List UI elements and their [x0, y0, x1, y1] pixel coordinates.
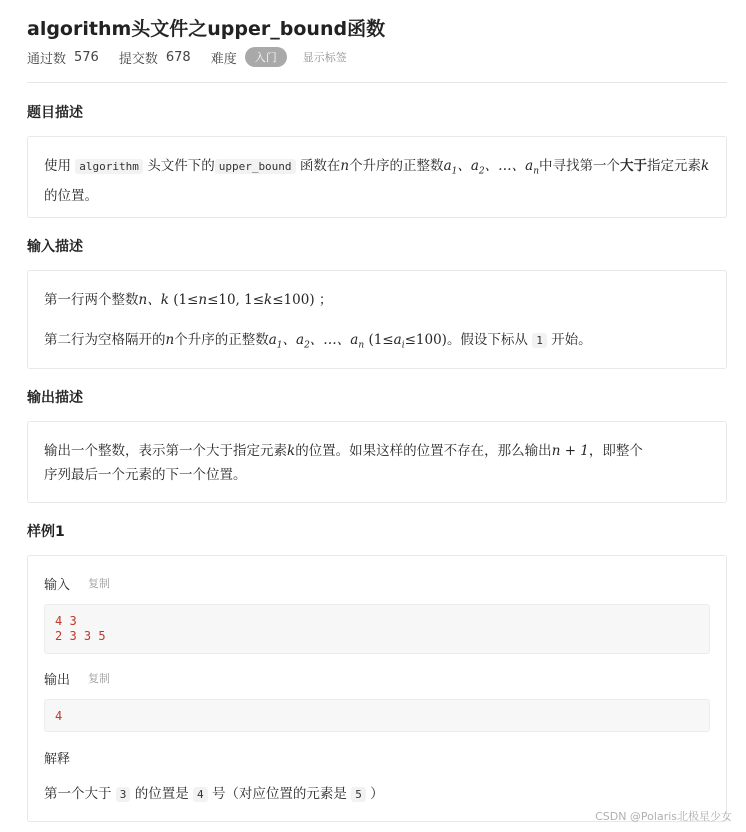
explain-text-2: 的位置是 — [134, 786, 189, 802]
explain-label: 解释 — [44, 752, 71, 767]
math-n-plus-1: n + 1 — [551, 443, 589, 459]
code-upper-bound: upper_bound — [215, 159, 296, 174]
math-range-2: $(1\le a_i\le 100)$ — [368, 332, 447, 351]
input-text-3: 个升序的正整数 — [174, 332, 269, 348]
output-text-3: ，即整个 — [588, 443, 643, 459]
problem-stats — [27, 47, 347, 67]
explain-code-4: 4 — [193, 787, 208, 802]
input-text-4: 。假设下标从 — [446, 332, 528, 348]
passed-count: 576 — [74, 49, 99, 65]
copy-output-button[interactable]: 复制 — [88, 672, 110, 685]
csdn-watermark: CSDN @Polaris北极星少女 — [595, 810, 732, 823]
output-text-2: 的位置。如果这样的位置不存在，那么输出 — [295, 443, 552, 459]
copy-input-button[interactable]: 复制 — [88, 577, 110, 590]
math-range-1: (1≤n≤10, 1≤k≤100) — [173, 292, 315, 308]
desc-text-4: 个升序的正整数 — [349, 158, 444, 174]
input-text-1: 第一行两个整数 — [44, 292, 139, 308]
description-text — [44, 154, 710, 208]
explain-text — [44, 782, 384, 807]
desc-text-7: 的位置。 — [44, 187, 98, 204]
difficulty-badge: 入门 — [245, 47, 287, 67]
show-tags-link[interactable]: 显示标签 — [302, 51, 347, 64]
input-line-2 — [44, 328, 710, 358]
explain-text-1: 第一个大于 — [44, 786, 112, 802]
sample-input-box: 4 3 2 3 3 5 — [44, 604, 710, 654]
submitted-count: 678 — [165, 49, 191, 65]
output-card — [27, 421, 727, 503]
desc-text-6: 指定元素 — [647, 158, 702, 174]
explain-text-4: ） — [370, 786, 384, 802]
input-text-5: 开始。 — [551, 332, 592, 348]
difficulty-label: 难度 — [210, 51, 237, 67]
input-heading: 输入描述 — [27, 239, 83, 255]
header-divider — [27, 82, 727, 83]
math-sequence-2: $a_1$、$a_2$、…、$a_n$ — [268, 332, 365, 351]
math-n-k: n、k — [138, 292, 169, 308]
description-heading: 题目描述 — [27, 105, 83, 121]
explain-code-3: 3 — [116, 787, 131, 802]
output-text — [44, 439, 710, 487]
desc-bold: 大于 — [620, 158, 648, 174]
desc-text-5: 中寻找第一个 — [539, 158, 621, 174]
passed-label: 通过数 — [27, 51, 67, 67]
submitted-label: 提交数 — [118, 51, 158, 67]
output-text-1: 输出一个整数，表示第一个大于指定元素 — [44, 443, 287, 459]
code-one: 1 — [532, 333, 547, 348]
desc-text-1: 使用 — [44, 158, 71, 174]
sample-heading: 样例1 — [27, 524, 65, 540]
explain-code-5: 5 — [351, 787, 366, 802]
desc-text-2: 头文件下的 — [147, 158, 215, 174]
output-heading: 输出描述 — [27, 390, 83, 406]
desc-text-3: 函数在 — [299, 158, 341, 174]
problem-title: algorithm头文件之upper_bound函数 — [27, 18, 386, 40]
input-text-end: ； — [318, 292, 333, 308]
math-n: n — [340, 158, 350, 174]
explain-text-3: 号（对应位置的元素是 — [211, 786, 347, 802]
math-k-2: k — [287, 443, 296, 459]
sample-output-box: 4 — [44, 699, 710, 732]
input-text-2: 第二行为空格隔开的 — [44, 332, 166, 348]
code-algorithm: algorithm — [75, 159, 143, 174]
math-k: k — [701, 158, 710, 174]
input-card — [27, 270, 727, 369]
output-text-4: 序列最后一个元素的下一个位置。 — [44, 467, 247, 483]
sample-output-label: 输出 — [44, 673, 71, 688]
sample-input-label: 输入 — [44, 578, 71, 593]
input-line-1 — [44, 288, 710, 312]
description-card — [27, 136, 727, 218]
math-n-2: n — [165, 332, 175, 348]
math-sequence: $a_1$、$a_2$、…、$a_n$ — [443, 158, 540, 177]
